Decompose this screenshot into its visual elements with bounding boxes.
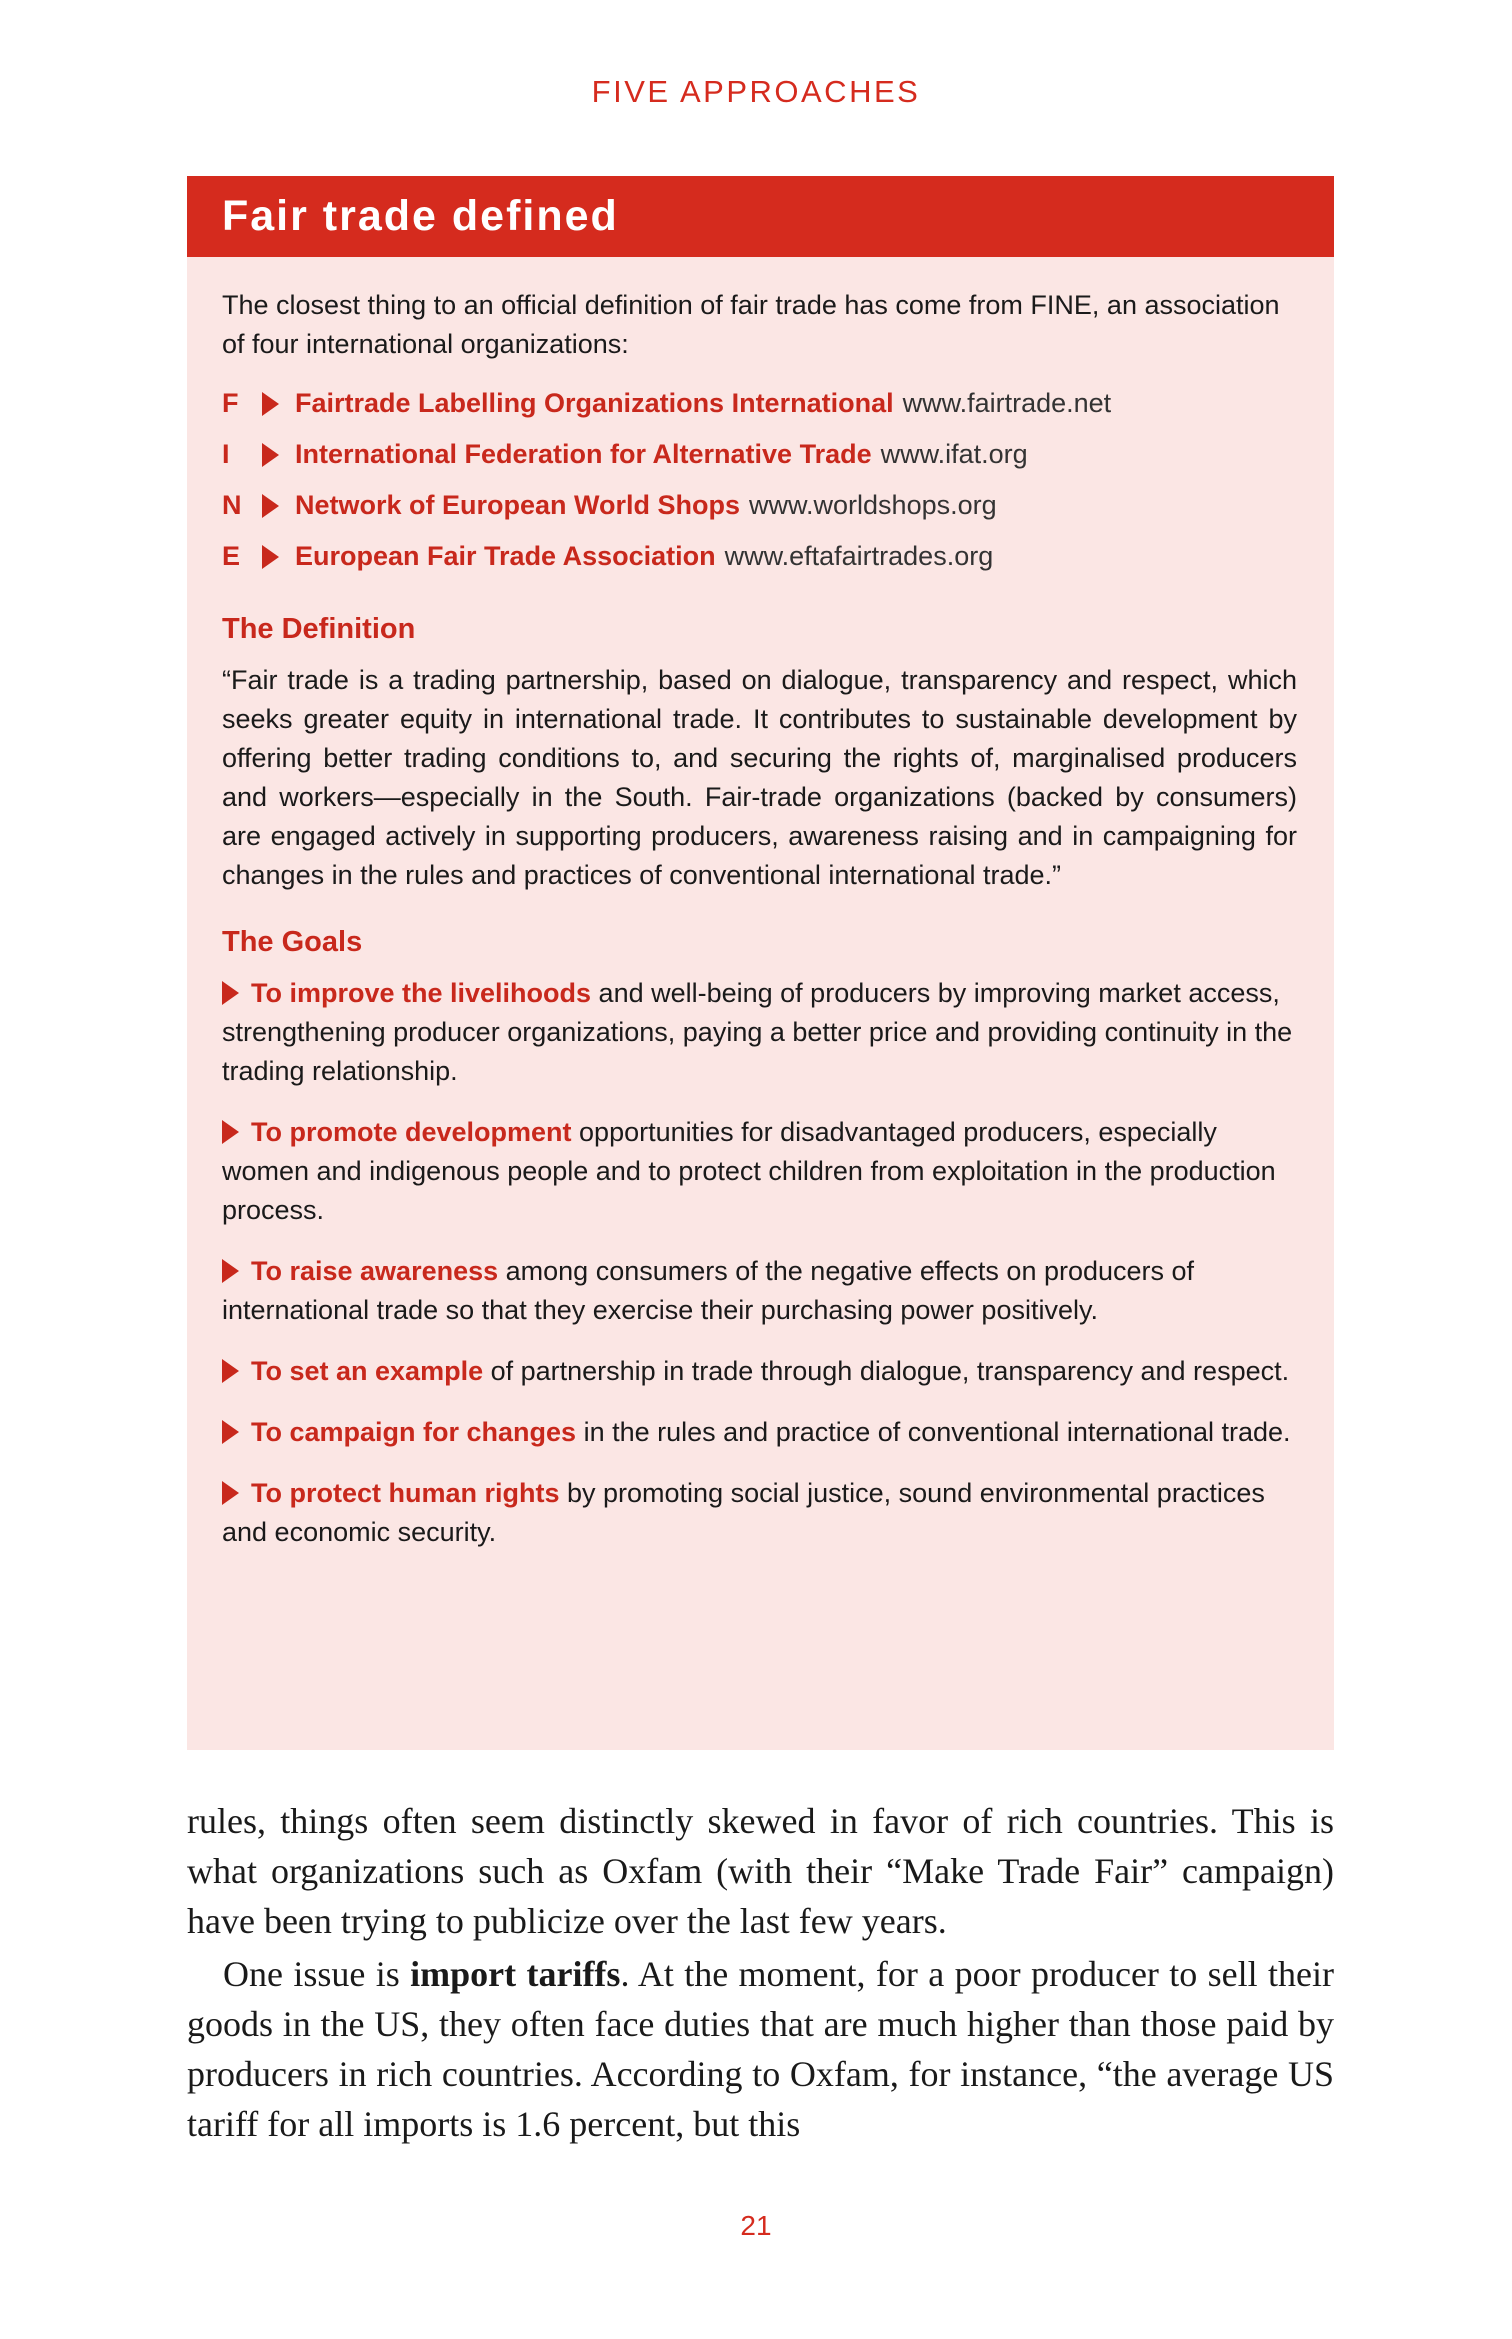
triangle-bullet-icon xyxy=(262,545,279,569)
fine-item xyxy=(222,429,1297,480)
org-name: European Fair Trade Association xyxy=(295,541,716,571)
org-url: www.eftafairtrades.org xyxy=(724,541,994,571)
triangle-bullet-icon xyxy=(222,981,239,1005)
goal-lead: To campaign for changes xyxy=(251,1417,577,1447)
definition-heading: The Definition xyxy=(222,613,416,645)
box-title: Fair trade defined xyxy=(222,192,619,240)
triangle-bullet-icon xyxy=(262,494,279,518)
org-name: Fairtrade Labelling Organizations International xyxy=(295,388,894,418)
goal-text: opportunities for disadvantaged producers, especially women and indigenous people and to protect children from exploitation in the production process. xyxy=(222,1117,1276,1225)
intro-text: The closest thing to an official definition of fair trade has come from FINE, an association of four international organizations: xyxy=(222,290,1280,359)
triangle-bullet-icon xyxy=(262,392,279,416)
bold-term: import tariffs xyxy=(410,1954,621,1994)
org-name: Network of European World Shops xyxy=(295,490,741,520)
triangle-bullet-icon xyxy=(222,1420,239,1444)
goal-text: and well-being of producers by improving market access, strengthening producer organizations, paying a better price and providing continuity in the trading relationship. xyxy=(222,978,1293,1086)
body-paragraph xyxy=(187,1949,1334,2149)
box-title-bar xyxy=(187,176,1334,257)
goal-item xyxy=(222,974,1297,1091)
org-url: www.worldshops.org xyxy=(749,490,997,520)
org-name: International Federation for Alternative Trade xyxy=(295,439,872,469)
goals-heading: The Goals xyxy=(222,926,363,958)
sidebar-box xyxy=(187,176,1334,1750)
fine-letter: N xyxy=(222,490,242,520)
fine-item xyxy=(222,531,1297,582)
goal-lead: To protect human rights xyxy=(251,1478,560,1508)
body-text-run: One issue is xyxy=(223,1954,411,1994)
goal-lead: To raise awareness xyxy=(251,1256,499,1286)
goal-text: by promoting social justice, sound environmental practices and economic security. xyxy=(222,1478,1265,1547)
fine-item xyxy=(222,480,1297,531)
org-url: www.fairtrade.net xyxy=(902,388,1112,418)
goal-text: of partnership in trade through dialogue, transparency and respect. xyxy=(483,1356,1290,1386)
box-content xyxy=(222,286,1297,1574)
goal-text: in the rules and practice of conventional international trade. xyxy=(576,1417,1291,1447)
goal-lead: To improve the livelihoods xyxy=(251,978,592,1008)
goal-lead: To promote development xyxy=(251,1117,572,1147)
body-paragraph: rules, things often seem distinctly skewed in favor of rich countries. This is what organizations such as Oxfam (with their “Make Trade Fair” campaign) have been trying to publicize over the last few years. xyxy=(187,1801,1334,1941)
page-number: 21 xyxy=(740,2210,772,2241)
goal-item xyxy=(222,1352,1297,1391)
goal-text: among consumers of the negative effects on producers of international trade so that they exercise their purchasing power positively. xyxy=(222,1256,1195,1325)
body-text xyxy=(187,1796,1334,2149)
triangle-bullet-icon xyxy=(222,1481,239,1505)
triangle-bullet-icon xyxy=(222,1120,239,1144)
goal-item xyxy=(222,1252,1297,1330)
org-url: www.ifat.org xyxy=(880,439,1028,469)
triangle-bullet-icon xyxy=(222,1259,239,1283)
fine-letter: I xyxy=(222,439,230,469)
fine-item xyxy=(222,378,1297,429)
goal-lead: To set an example xyxy=(251,1356,484,1386)
fine-letter: F xyxy=(222,388,239,418)
triangle-bullet-icon xyxy=(262,443,279,467)
goal-item xyxy=(222,1113,1297,1230)
triangle-bullet-icon xyxy=(222,1359,239,1383)
goal-item xyxy=(222,1413,1297,1452)
definition-text: “Fair trade is a trading partnership, based on dialogue, transparency and respect, which seeks greater equity in international trade. It contributes to sustainable development by offering better trading conditions to, and securing the rights of, marginalised producers and workers—especially in the South. Fair-trade organizations (backed by consumers) are engaged actively in supporting producers, awareness raising and in campaigning for changes in the rules and practices of conventional international trade.” xyxy=(222,665,1297,890)
fine-letter: E xyxy=(222,541,241,571)
body-text-run: . At the moment, for a poor producer to sell their goods in the US, they often face duties that are much higher than those paid by producers in rich countries. According to Oxfam, for instance, “the average US tariff for all imports is 1.6 percent, but this xyxy=(187,1954,1334,2144)
goal-item xyxy=(222,1474,1297,1552)
running-head: FIVE APPROACHES xyxy=(591,74,921,109)
